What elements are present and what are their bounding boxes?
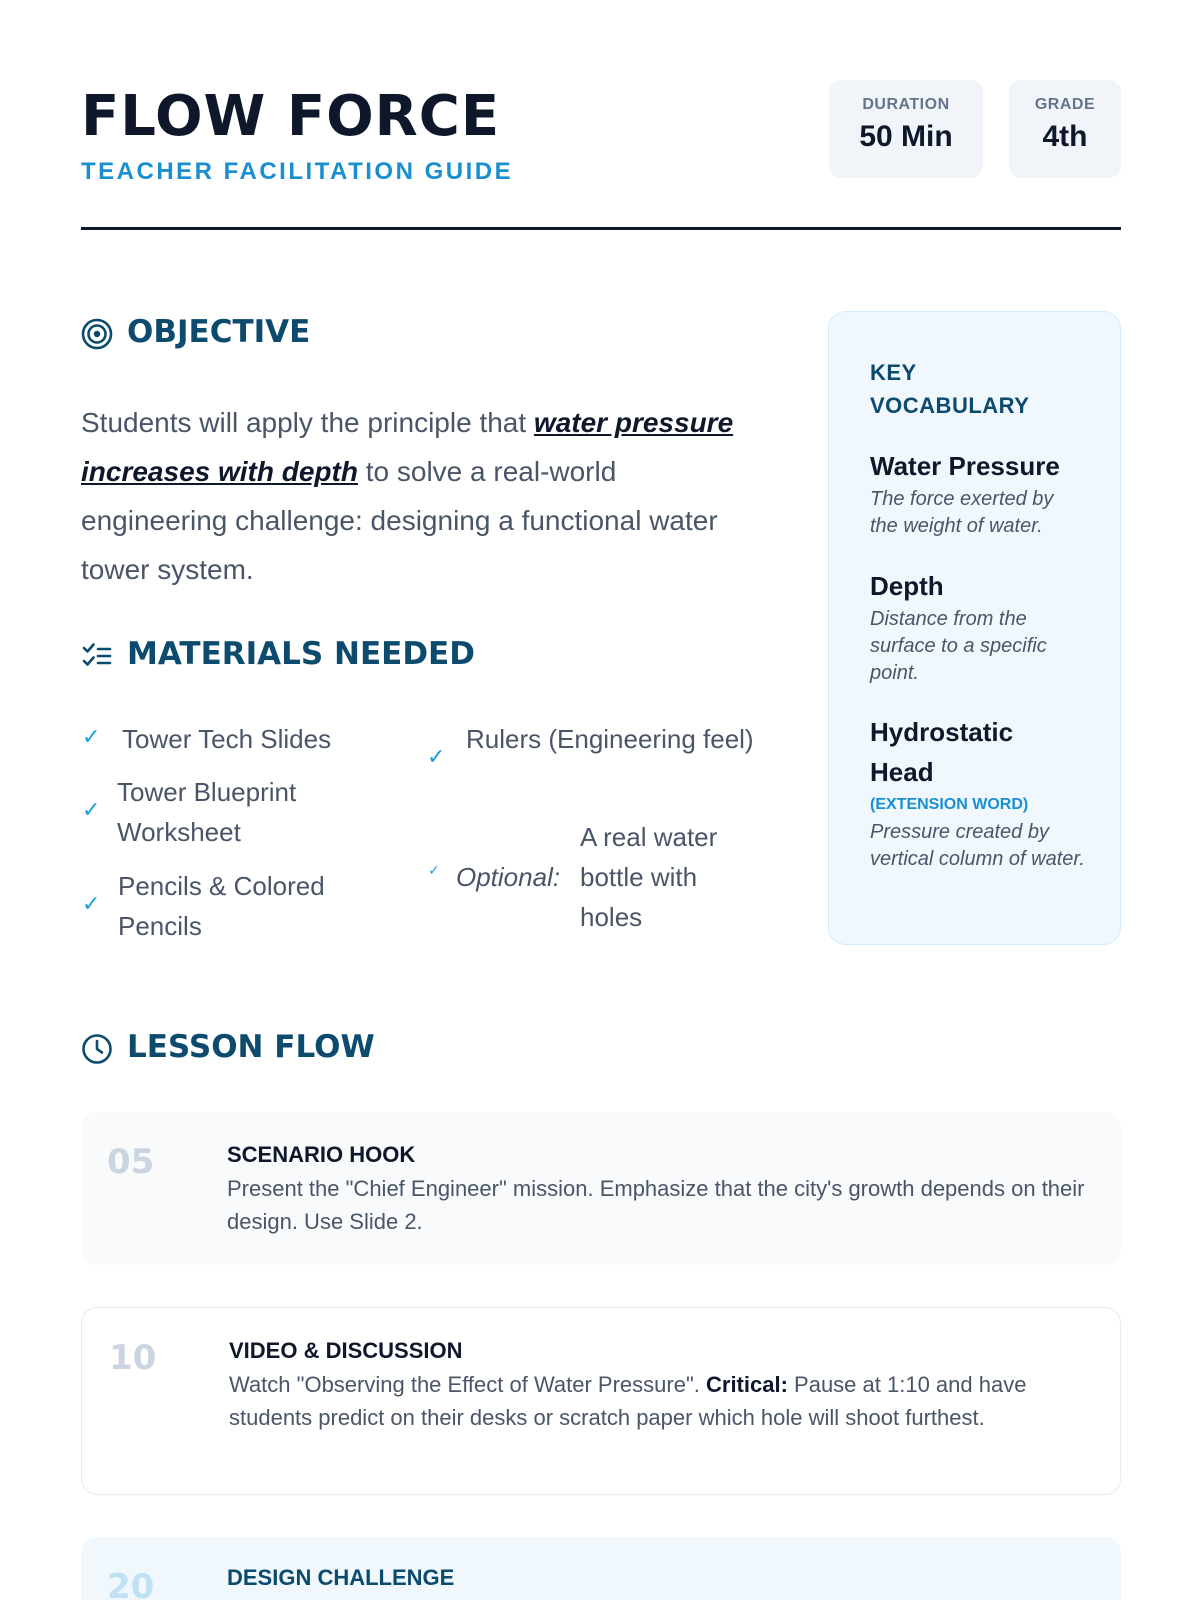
- vocab-definition: Pressure created by vertical column of water.: [870, 821, 1085, 870]
- step-description: Present the "Chief Engineer" mission. Emphasize that the city's growth depends on their design. Use Slide 2.: [227, 1176, 1085, 1234]
- lesson-step: [81, 1112, 1121, 1265]
- step-description: [229, 1368, 1089, 1434]
- material-item: Tower Blueprint Worksheet: [117, 777, 297, 847]
- material-item: Pencils & Colored Pencils: [118, 871, 325, 941]
- page-header: [81, 80, 1121, 230]
- objective-emphasis: water pressure increases with depth: [81, 407, 734, 487]
- duration-label: DURATION: [862, 96, 950, 113]
- step-desc-before: Watch "Observing the Effect of Water Pressure".: [229, 1372, 706, 1397]
- step-desc-after: Pause at 1:10 and have students predict on their desks or scratch paper which hole will shoot furthest.: [229, 1372, 1027, 1430]
- vocab-definition: The force exerted by the weight of water.: [870, 488, 1054, 537]
- page-title: FLOW FORCE: [81, 84, 501, 149]
- check-icon: ✓: [428, 863, 440, 879]
- grade-label: GRADE: [1034, 96, 1096, 113]
- check-icon: ✓: [82, 798, 101, 823]
- objective-text: [81, 398, 761, 594]
- check-icon: ✓: [427, 745, 446, 770]
- lesson-step: [81, 1307, 1121, 1495]
- grade-badge: [1009, 80, 1121, 178]
- step-critical-label: Critical:: [706, 1372, 788, 1397]
- step-title: DESIGN CHALLENGE: [227, 1565, 455, 1590]
- vocab-term: Water Pressure: [870, 451, 1060, 481]
- material-optional-label: Optional:: [456, 862, 561, 892]
- step-minutes: 10: [109, 1338, 157, 1378]
- key-vocabulary-panel: [828, 311, 1121, 945]
- grade-value: 4th: [1042, 120, 1088, 153]
- clock-icon: [81, 1033, 113, 1065]
- step-minutes: 05: [107, 1142, 155, 1182]
- lesson-step: [81, 1537, 1121, 1600]
- material-item: Tower Tech Slides: [122, 724, 332, 754]
- objective-title: OBJECTIVE: [127, 314, 311, 350]
- step-title: VIDEO & DISCUSSION: [229, 1338, 463, 1363]
- page-subtitle: TEACHER FACILITATION GUIDE: [81, 158, 514, 185]
- objective-text-before: Students will apply the principle that: [81, 407, 534, 438]
- vocab-term: Hydrostatic Head: [870, 717, 1014, 787]
- duration-value: 50 Min: [859, 120, 953, 153]
- step-minutes: 20: [107, 1567, 155, 1600]
- lesson-flow-title: LESSON FLOW: [127, 1029, 375, 1065]
- vocab-definition: Distance from the surface to a specific point.: [870, 608, 1047, 684]
- objective-text-after: to solve a real-world engineering challenge: designing a functional water tower system.: [81, 456, 718, 585]
- checklist-icon: [81, 640, 113, 672]
- check-icon: ✓: [82, 892, 101, 917]
- material-item: Rulers (Engineering feel): [466, 724, 754, 754]
- vocabulary-title: KEY VOCABULARY: [870, 360, 1030, 418]
- check-icon: ✓: [82, 725, 101, 750]
- material-item: A real water bottle with holes: [580, 822, 718, 932]
- vocab-term: Depth: [870, 571, 944, 601]
- duration-badge: [829, 80, 983, 178]
- step-title: SCENARIO HOOK: [227, 1142, 416, 1167]
- vocab-extension-tag: (EXTENSION WORD): [870, 796, 1029, 813]
- materials-title: MATERIALS NEEDED: [127, 636, 475, 672]
- target-icon: [81, 318, 113, 350]
